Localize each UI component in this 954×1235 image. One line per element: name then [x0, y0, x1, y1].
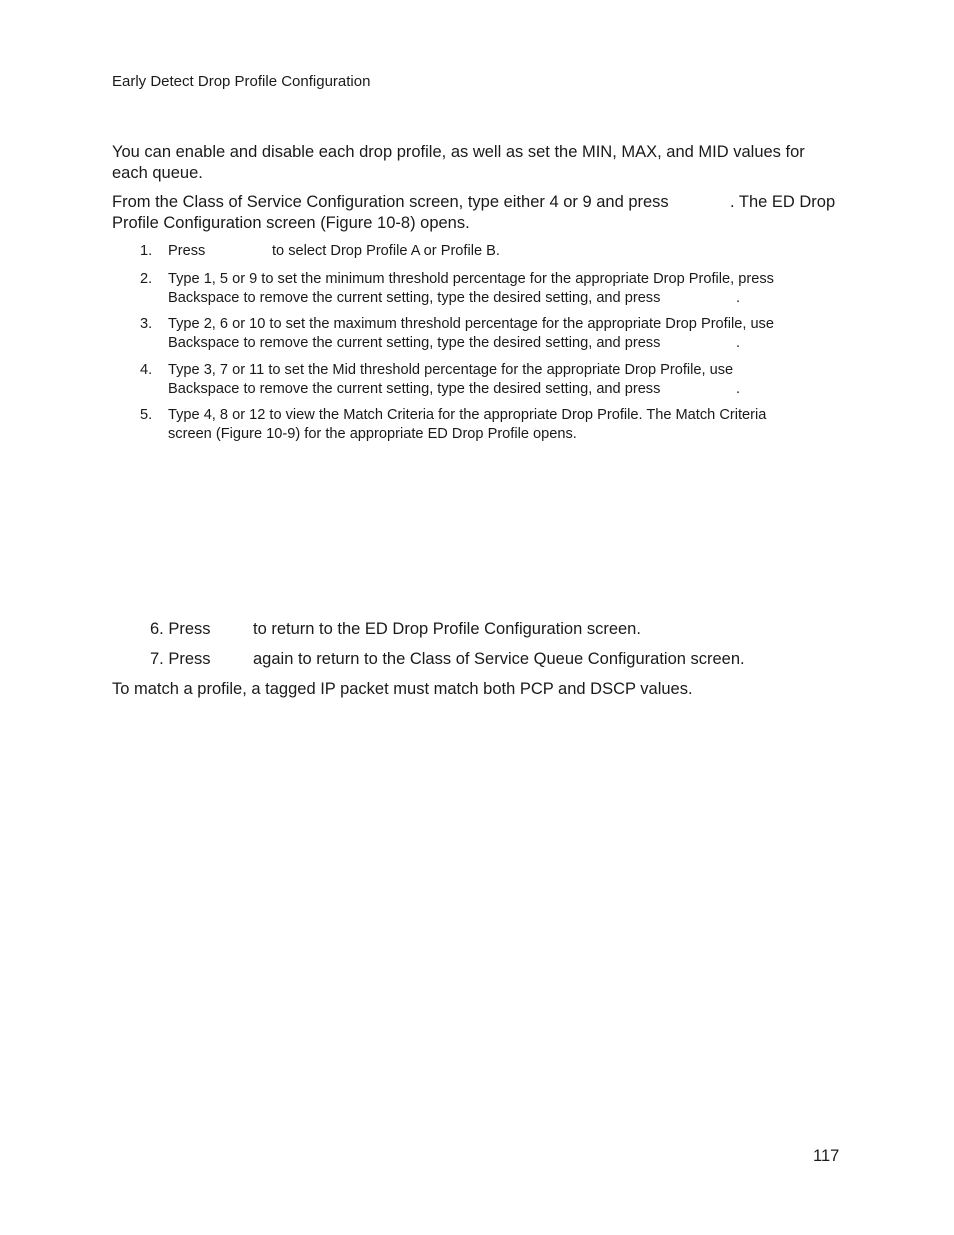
- intro-paragraph-1-line-1: You can enable and disable each drop profile, as well as set the MIN, MAX, and MID values for: [112, 143, 805, 161]
- step-3-line-2b: .: [736, 335, 741, 351]
- step-number: 4.: [140, 362, 153, 378]
- step-number: 2.: [140, 271, 153, 287]
- intro-paragraph-2-line-1b: . The ED Drop: [730, 193, 836, 211]
- running-header: Early Detect Drop Profile Configuration: [112, 73, 371, 90]
- closing-paragraph: To match a profile, a tagged IP packet must match both PCP and DSCP values.: [112, 680, 693, 698]
- intro-paragraph-2-line-2: Profile Configuration screen (Figure 10-8) opens.: [112, 214, 470, 232]
- step-4-line-1: Type 3, 7 or 11 to set the Mid threshold percentage for the appropriate Drop Profile, use: [168, 362, 734, 378]
- step-3-line-2a: Backspace to remove the current setting, type the desired setting, and press: [168, 335, 661, 351]
- step-5-line-1: Type 4, 8 or 12 to view the Match Criteria for the appropriate Drop Profile. The Match Criteria: [168, 407, 767, 423]
- intro-paragraph-1-line-2: each queue.: [112, 164, 203, 182]
- step-2-line-1: Type 1, 5 or 9 to set the minimum threshold percentage for the appropriate Drop Profile, press: [168, 271, 774, 287]
- step-4-line-2a: Backspace to remove the current setting, type the desired setting, and press: [168, 381, 661, 397]
- step-4-line-2b: .: [736, 381, 741, 397]
- step-1-text-a: Press: [168, 243, 206, 259]
- step-2-line-2a: Backspace to remove the current setting, type the desired setting, and press: [168, 290, 661, 306]
- step-number: 5.: [140, 407, 153, 423]
- step-number: 1.: [140, 243, 153, 259]
- page-number: 117: [813, 1147, 840, 1165]
- step-number: 3.: [140, 316, 153, 332]
- step-1-text-b: to select Drop Profile A or Profile B.: [272, 243, 500, 259]
- step-7-text: again to return to the Class of Service Queue Configuration screen.: [253, 650, 745, 668]
- step-6-text: to return to the ED Drop Profile Configuration screen.: [253, 620, 641, 638]
- step-6-lead: 6. Press: [150, 620, 211, 638]
- step-3-line-1: Type 2, 6 or 10 to set the maximum threshold percentage for the appropriate Drop Profile, use: [168, 316, 774, 332]
- step-7-lead: 7. Press: [150, 650, 211, 668]
- intro-paragraph-2-line-1a: From the Class of Service Configuration screen, type either 4 or 9 and press: [112, 193, 669, 211]
- step-5-line-2: screen (Figure 10-9) for the appropriate ED Drop Profile opens.: [168, 426, 577, 442]
- step-2-line-2b: .: [736, 290, 741, 306]
